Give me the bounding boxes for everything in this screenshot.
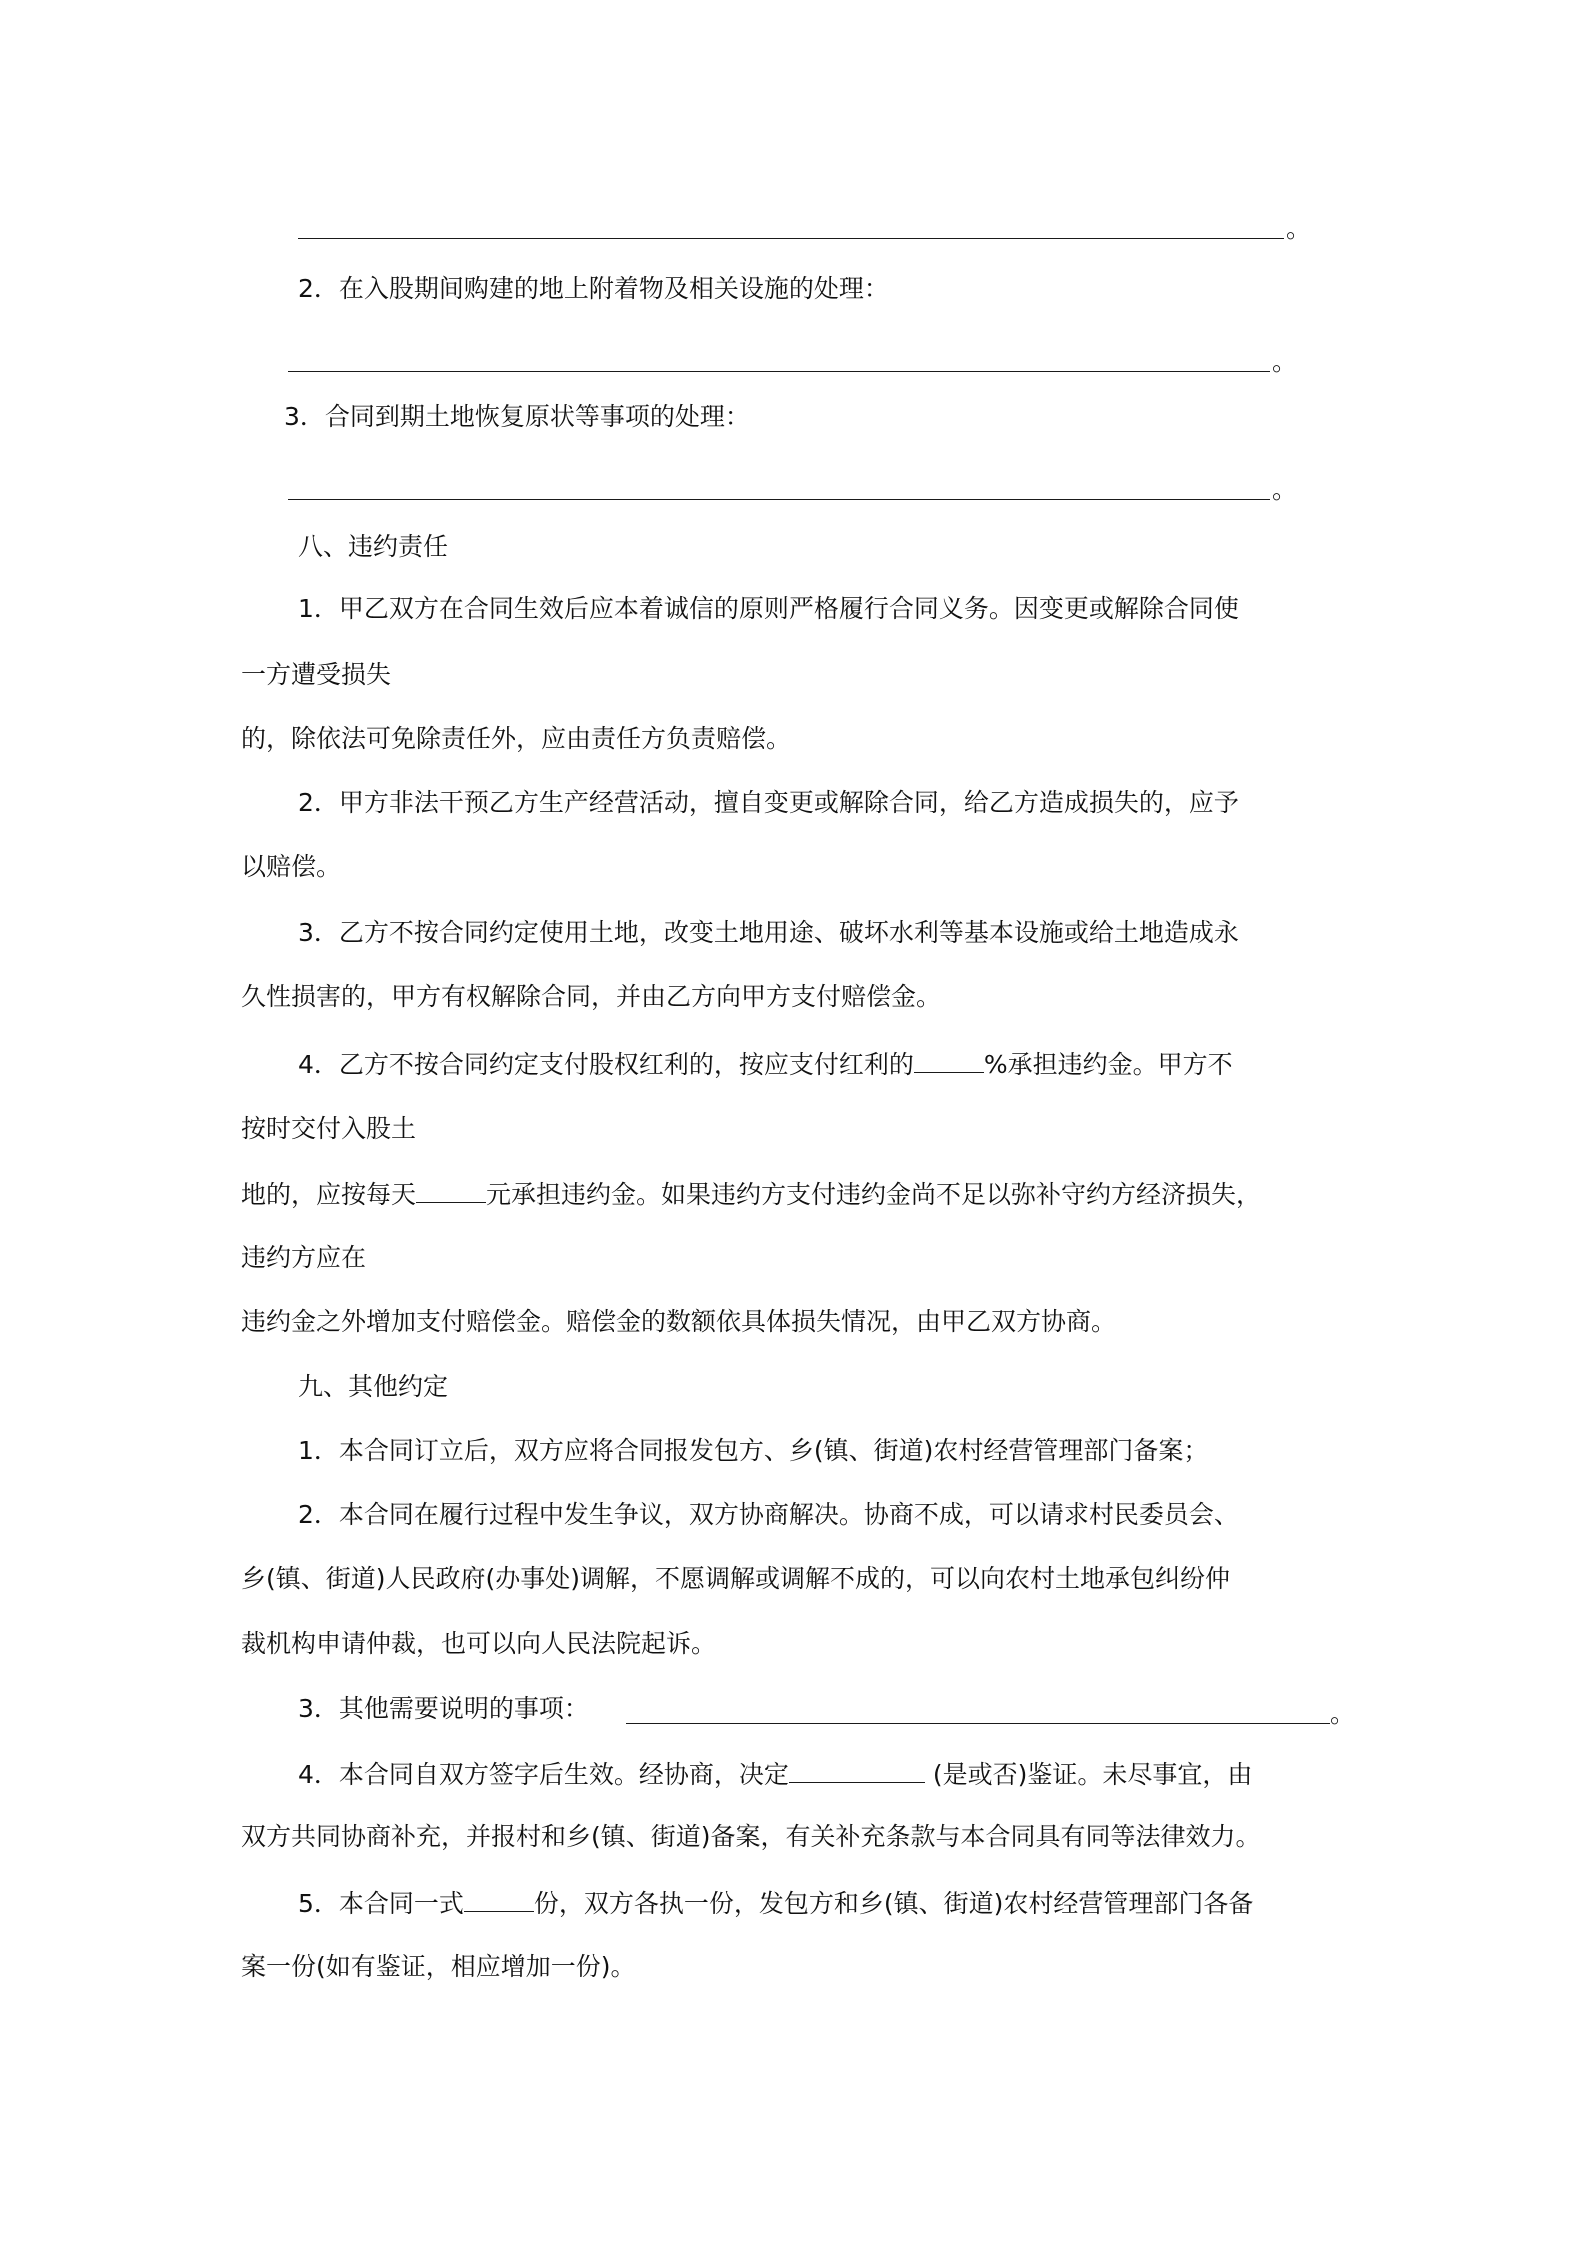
line-end-mark: 。	[1286, 214, 1312, 243]
section-heading-9: 九、其他约定	[298, 1372, 449, 1401]
clause-8-3-line-1: 3．乙方不按合同约定使用土地，改变土地用途、破坏水利等基本设施或给土地造成永	[298, 918, 1239, 947]
clause-text: 地的，应按每天	[241, 1180, 417, 1209]
clause-7-2: 2．在入股期间购建的地上附着物及相关设施的处理：	[298, 274, 889, 303]
fill-line-1	[298, 238, 1284, 239]
clause-9-4-line-1	[298, 1756, 1252, 1792]
fill-line-3	[288, 499, 1270, 500]
clause-text: 元承担违约金。如果违约方支付违约金尚不足以弥补守约方经济损失，	[486, 1180, 1262, 1209]
clause-9-2-line-1: 2．本合同在履行过程中发生争议，双方协商解决。协商不成，可以请求村民委员会、	[298, 1500, 1239, 1529]
line-end-mark: 。	[1330, 1699, 1356, 1728]
clause-text: (是或否)鉴证。未尽事宜，由	[924, 1760, 1253, 1789]
clause-9-5-line-2: 案一份(如有鉴证，相应增加一份)。	[241, 1952, 636, 1981]
clause-9-1: 1．本合同订立后，双方应将合同报发包方、乡(镇、街道)农村经营管理部门备案；	[298, 1436, 1209, 1465]
line-end-mark: 。	[1272, 475, 1298, 504]
clause-8-4-line-3	[241, 1176, 1261, 1212]
copies-blank	[464, 1885, 534, 1912]
line-end-mark: 。	[1272, 347, 1298, 376]
clause-text: 5．本合同一式	[298, 1889, 464, 1918]
clause-8-4-line-4: 违约方应在	[241, 1243, 367, 1272]
clause-text: 份，双方各执一份，发包方和乡(镇、街道)农村经营管理部门各备	[533, 1889, 1254, 1918]
clause-7-3: 3．合同到期土地恢复原状等事项的处理：	[284, 402, 750, 431]
clause-9-5-line-1	[298, 1885, 1253, 1921]
clause-text: 4．本合同自双方签字后生效。经协商，决定	[298, 1760, 789, 1789]
daily-amount-blank	[416, 1176, 486, 1203]
clause-8-2-line-1: 2．甲方非法干预乙方生产经营活动，擅自变更或解除合同，给乙方造成损失的，应予	[298, 788, 1239, 817]
clause-9-2-line-2: 乡(镇、街道)人民政府(办事处)调解，不愿调解或调解不成的，可以向农村土地承包纠纷仲	[241, 1564, 1231, 1593]
percent-blank	[914, 1046, 984, 1073]
authentication-blank	[789, 1756, 925, 1783]
clause-8-1-line-3: 的，除依法可免除责任外，应由责任方负责赔偿。	[241, 724, 792, 753]
clause-8-2-line-2: 以赔偿。	[241, 852, 342, 881]
clause-text: 3．其他需要说明的事项：	[298, 1694, 589, 1723]
clause-8-1-line-1: 1．甲乙双方在合同生效后应本着诚信的原则严格履行合同义务。因变更或解除合同使	[298, 594, 1239, 623]
fill-line-2	[288, 371, 1270, 372]
clause-8-4-line-2: 按时交付入股土	[241, 1114, 417, 1143]
clause-8-4-line-5: 违约金之外增加支付赔偿金。赔偿金的数额依具体损失情况，由甲乙双方协商。	[241, 1307, 1117, 1336]
clause-8-3-line-2: 久性损害的，甲方有权解除合同，并由乙方向甲方支付赔偿金。	[241, 982, 942, 1011]
clause-9-3	[298, 1692, 589, 1726]
clause-9-4-line-2: 双方共同协商补充，并报村和乡(镇、街道)备案，有关补充条款与本合同具有同等法律效力。	[241, 1822, 1261, 1851]
clause-9-2-line-3: 裁机构申请仲裁，也可以向人民法院起诉。	[241, 1629, 717, 1658]
fill-line-other-matters	[626, 1723, 1330, 1724]
clause-text: %承担违约金。甲方不	[983, 1050, 1233, 1079]
clause-8-1-line-2: 一方遭受损失	[241, 660, 392, 689]
section-heading-8: 八、违约责任	[298, 532, 449, 561]
clause-8-4-line-1	[298, 1046, 1233, 1082]
clause-text: 4．乙方不按合同约定支付股权红利的，按应支付红利的	[298, 1050, 914, 1079]
